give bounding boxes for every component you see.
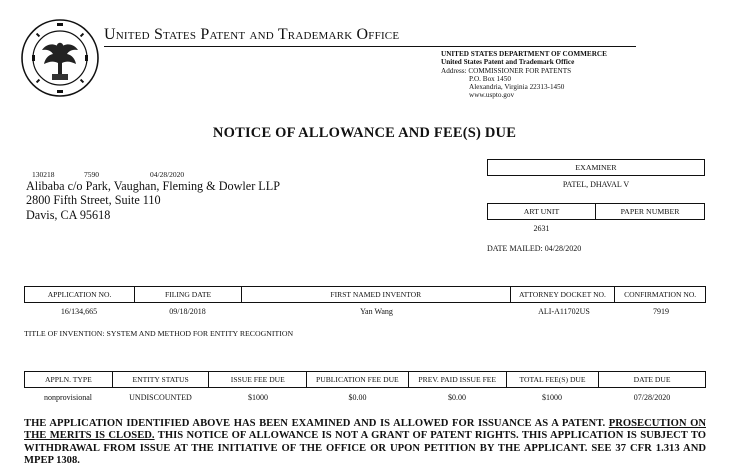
dept-line: www.uspto.gov [469, 91, 515, 100]
column-header: ENTITY STATUS [112, 372, 209, 388]
column-header: FILING DATE [135, 287, 242, 303]
prev-paid-issue-fee: $0.00 [448, 393, 466, 402]
date-mailed: DATE MAILED: 04/28/2020 [487, 244, 582, 253]
column-header: FIRST NAMED INVENTOR [241, 287, 510, 303]
address-line: Alibaba c/o Park, Vaughan, Fleming & Dowler LLP [26, 179, 280, 193]
application-header-table [24, 286, 706, 303]
address-line: 2800 Fifth Street, Suite 110 [26, 193, 161, 208]
dept-line: United States Patent and Trademark Office [441, 58, 575, 67]
uspto-seal-logo [20, 18, 100, 98]
notice-title: NOTICE OF ALLOWANCE AND FEE(S) DUE [212, 125, 517, 141]
address-line: Davis, CA 95618 [26, 207, 111, 222]
customer-number: 130218 [32, 170, 55, 179]
dept-line: UNITED STATES DEPARTMENT OF COMMERCE [441, 50, 607, 58]
total-fees-due: $1000 [542, 393, 562, 402]
correspondence-code: 7590 [84, 170, 99, 179]
column-header: PREV. PAID ISSUE FEE [408, 372, 506, 388]
column-header: PUBLICATION FEE DUE [307, 372, 408, 388]
column-header: DATE DUE [599, 372, 706, 388]
dept-line: P.O. Box 1450 [469, 74, 511, 83]
correspondence-address [26, 179, 280, 222]
column-header: APPLICATION NO. [25, 287, 135, 303]
issue-fee-due: $1000 [248, 393, 268, 402]
prosecution-closed-text: PROSECUTION ON THE MERITS IS CLOSED. [24, 418, 706, 442]
examiner-name: PATEL, DHAVAL V [562, 180, 630, 189]
column-header: APPLN. TYPE [25, 372, 113, 388]
column-header: ATTORNEY DOCKET NO. [510, 287, 615, 303]
application-number: 16/134,665 [60, 307, 98, 316]
correspondence-meta [32, 170, 184, 179]
filing-date: 09/18/2018 [169, 307, 206, 316]
title-of-invention: TITLE OF INVENTION: SYSTEM AND METHOD FOR ENTITY RECOGNITION [24, 329, 294, 338]
dept-line: Address: COMMISSIONER FOR PATENTS [441, 66, 572, 75]
entity-status: UNDISCOUNTED [129, 393, 192, 402]
fees-header-table [24, 371, 706, 388]
department-address-block [441, 50, 607, 100]
publication-fee-due: $0.00 [348, 393, 367, 402]
confirmation-number: 7919 [653, 307, 669, 316]
dept-line: Alexandria, Virginia 22313-1450 [469, 83, 565, 92]
attorney-docket-number: ALI-A11702US [538, 307, 590, 316]
statement-part: THE APPLICATION IDENTIFIED ABOVE HAS BEEN EXAMINED AND IS ALLOWED FOR ISSUANCE AS A PATENT. [24, 418, 606, 429]
first-named-inventor: Yan Wang [360, 307, 393, 316]
allowance-statement [24, 418, 706, 468]
column-header: ISSUE FEE DUE [209, 372, 307, 388]
date-due: 07/28/2020 [633, 393, 671, 402]
correspondence-date: 04/28/2020 [150, 170, 185, 179]
application-type: nonprovisional [44, 393, 92, 402]
statement-part: THIS NOTICE OF ALLOWANCE IS NOT A GRANT OF PATENT RIGHTS. THIS APPLICATION IS SUBJECT TO WITHDRAWAL FROM ISSUE AT THE INITIATIVE OF THE OFFICE OR UPON PETITION BY THE APPLICANT. SEE 37 CFR 1.313 AND MPEP 1308. [24, 430, 706, 467]
header-divider [104, 46, 636, 47]
column-header: TOTAL FEE(S) DUE [506, 372, 598, 388]
paper-number-label: PAPER NUMBER [595, 203, 705, 220]
art-unit-value: 2631 [533, 224, 550, 233]
art-unit-label: ART UNIT [487, 203, 596, 220]
examiner-label: EXAMINER [487, 159, 705, 176]
column-header: CONFIRMATION NO. [615, 287, 706, 303]
office-title: United States Patent and Trademark Office [104, 26, 400, 43]
